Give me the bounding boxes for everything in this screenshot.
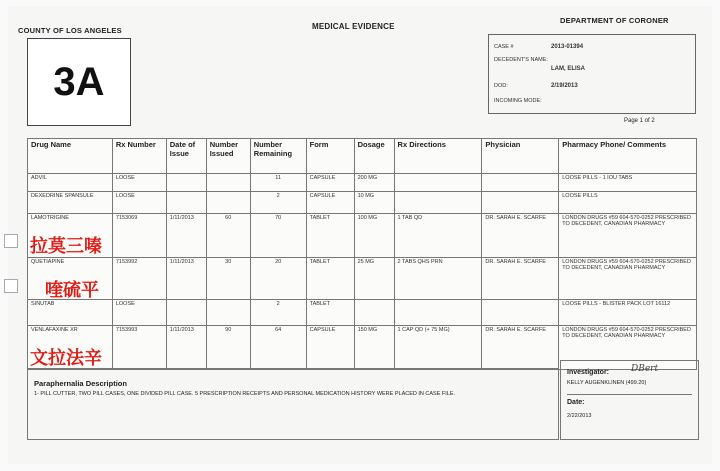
form-cell: CAPSULE <box>306 174 354 192</box>
rx-number-cell: 7153069 <box>112 214 166 258</box>
investigator-box <box>560 360 699 440</box>
checkbox <box>4 279 18 293</box>
col-rx-number: Rx Number <box>112 139 166 174</box>
directions-cell: 1 CAP QD (+ 75 MG) <box>394 326 482 370</box>
col-form: Form <box>306 139 354 174</box>
rx-number-cell: 7153993 <box>112 326 166 370</box>
remaining-cell: 70 <box>250 214 306 258</box>
col-rx-directions: Rx Directions <box>394 139 482 174</box>
decedent-name-label: DECEDENT'S NAME: <box>494 57 548 63</box>
paraphernalia-box <box>27 368 559 440</box>
checkbox <box>4 234 18 248</box>
remaining-cell: 64 <box>250 326 306 370</box>
rx-number-cell: LOOSE <box>112 192 166 214</box>
quetiapine-annotation: 喹硫平 <box>45 280 99 301</box>
issued-cell: 90 <box>206 326 250 370</box>
table-row <box>28 258 697 300</box>
investigator-name: KELLY AUGENKLINEN (499.20) <box>567 380 647 386</box>
dod-value: 2/19/2013 <box>551 83 578 89</box>
physician-cell: DR. SARAH E. SCARFE <box>482 214 559 258</box>
drug-name-cell: LAMOTRIGINE <box>28 214 113 258</box>
date-value: 2/22/2013 <box>567 413 592 419</box>
divider <box>567 394 692 395</box>
county-header: COUNTY OF LOS ANGELES <box>18 26 122 35</box>
directions-cell <box>394 192 482 214</box>
rx-number-cell: LOOSE <box>112 174 166 192</box>
table-row <box>28 174 697 192</box>
case-number-label: CASE # <box>494 44 514 50</box>
dosage-cell: 100 MG <box>354 214 394 258</box>
date-cell: 1/11/2013 <box>166 258 206 300</box>
directions-cell <box>394 300 482 326</box>
date-cell <box>166 174 206 192</box>
venlafaxine-annotation: 文拉法辛 <box>30 348 102 369</box>
form-cell: TABLET <box>306 258 354 300</box>
case-info-box <box>488 34 696 114</box>
physician-cell <box>482 300 559 326</box>
directions-cell: 2 TABS QHS PRN <box>394 258 482 300</box>
investigator-signature: DBert <box>631 364 659 374</box>
dosage-cell: 150 MG <box>354 326 394 370</box>
lamotrigine-annotation: 拉莫三嗪 <box>30 236 102 257</box>
col-pharmacy: Pharmacy Phone/ Comments <box>559 139 697 174</box>
form-title: MEDICAL EVIDENCE <box>312 22 395 31</box>
form-cell: TABLET <box>306 214 354 258</box>
issued-cell: 30 <box>206 258 250 300</box>
dosage-cell: 10 MG <box>354 192 394 214</box>
date-cell <box>166 192 206 214</box>
date-label: Date: <box>567 399 585 406</box>
col-physician: Physician <box>482 139 559 174</box>
case-number-value: 2013-01394 <box>551 44 584 50</box>
physician-cell <box>482 174 559 192</box>
dosage-cell <box>354 300 394 326</box>
pharmacy-cell: LOOSE PILLS - 1 IOU TABS <box>559 174 697 192</box>
exhibit-badge: 3A <box>27 38 131 126</box>
dosage-cell: 200 MG <box>354 174 394 192</box>
dosage-cell: 25 MG <box>354 258 394 300</box>
department-header: DEPARTMENT OF CORONER <box>560 16 669 25</box>
remaining-cell: 2 <box>250 300 306 326</box>
table-row <box>28 214 697 258</box>
pharmacy-cell: LONDON DRUGS #59 604-570-0252 PRESCRIBED TO DECEDENT, CANADIAN PHARMACY <box>559 326 697 370</box>
drug-name-cell: SINUTAB <box>28 300 113 326</box>
drug-name-cell: ADVIL <box>28 174 113 192</box>
remaining-cell: 2 <box>250 192 306 214</box>
col-number-remaining: Number Remaining <box>250 139 306 174</box>
remaining-cell: 20 <box>250 258 306 300</box>
col-date-of-issue: Date of Issue <box>166 139 206 174</box>
directions-cell <box>394 174 482 192</box>
medication-table <box>27 138 697 370</box>
investigator-label: Investigator: <box>567 369 610 376</box>
table-row <box>28 300 697 326</box>
issued-cell <box>206 300 250 326</box>
drug-name-cell: VENLAFAXINE XR <box>28 326 113 370</box>
dod-label: DOD: <box>494 83 508 89</box>
incoming-mode-label: INCOMING MODE: <box>494 98 542 104</box>
col-dosage: Dosage <box>354 139 394 174</box>
paraphernalia-title: Paraphernalia Description <box>34 379 127 388</box>
pharmacy-cell: LONDON DRUGS #59 604-570-0252 PRESCRIBED TO DECEDENT, CANADIAN PHARMACY <box>559 214 697 258</box>
physician-cell <box>482 192 559 214</box>
decedent-name-value: LAM, ELISA <box>551 66 585 72</box>
remaining-cell: 11 <box>250 174 306 192</box>
physician-cell: DR. SARAH E. SCARFE <box>482 326 559 370</box>
col-drug-name: Drug Name <box>28 139 113 174</box>
rx-number-cell: LOOSE <box>112 300 166 326</box>
date-cell <box>166 300 206 326</box>
issued-cell <box>206 174 250 192</box>
table-header-row <box>28 139 697 174</box>
pharmacy-cell: LONDON DRUGS #59 604-570-0252 PRESCRIBED TO DECEDENT, CANADIAN PHARMACY <box>559 258 697 300</box>
form-cell: CAPSULE <box>306 192 354 214</box>
form-cell: TABLET <box>306 300 354 326</box>
page-indicator: Page 1 of 2 <box>624 118 655 124</box>
col-number-issued: Number Issued <box>206 139 250 174</box>
form-cell: CAPSULE <box>306 326 354 370</box>
pharmacy-cell: LOOSE PILLS - BLISTER PACK LOT 16112 <box>559 300 697 326</box>
date-cell: 1/11/2013 <box>166 326 206 370</box>
pharmacy-cell: LOOSE PILLS <box>559 192 697 214</box>
physician-cell: DR. SARAH E. SCARFE <box>482 258 559 300</box>
drug-name-cell: DEXEDRINE SPANSULE <box>28 192 113 214</box>
issued-cell <box>206 192 250 214</box>
directions-cell: 1 TAB QD <box>394 214 482 258</box>
issued-cell: 60 <box>206 214 250 258</box>
drug-name-cell: QUETIAPINE <box>28 258 113 300</box>
date-cell: 1/11/2013 <box>166 214 206 258</box>
paraphernalia-text: 1- PILL CUTTER, TWO PILL CASES, ONE DIVIDED PILL CASE. 5 PRESCRIPTION RECEIPTS AND PERSONAL MEDICATION HISTORY WERE PLACED IN CASE FILE. <box>34 391 456 397</box>
rx-number-cell: 7153992 <box>112 258 166 300</box>
table-row <box>28 192 697 214</box>
